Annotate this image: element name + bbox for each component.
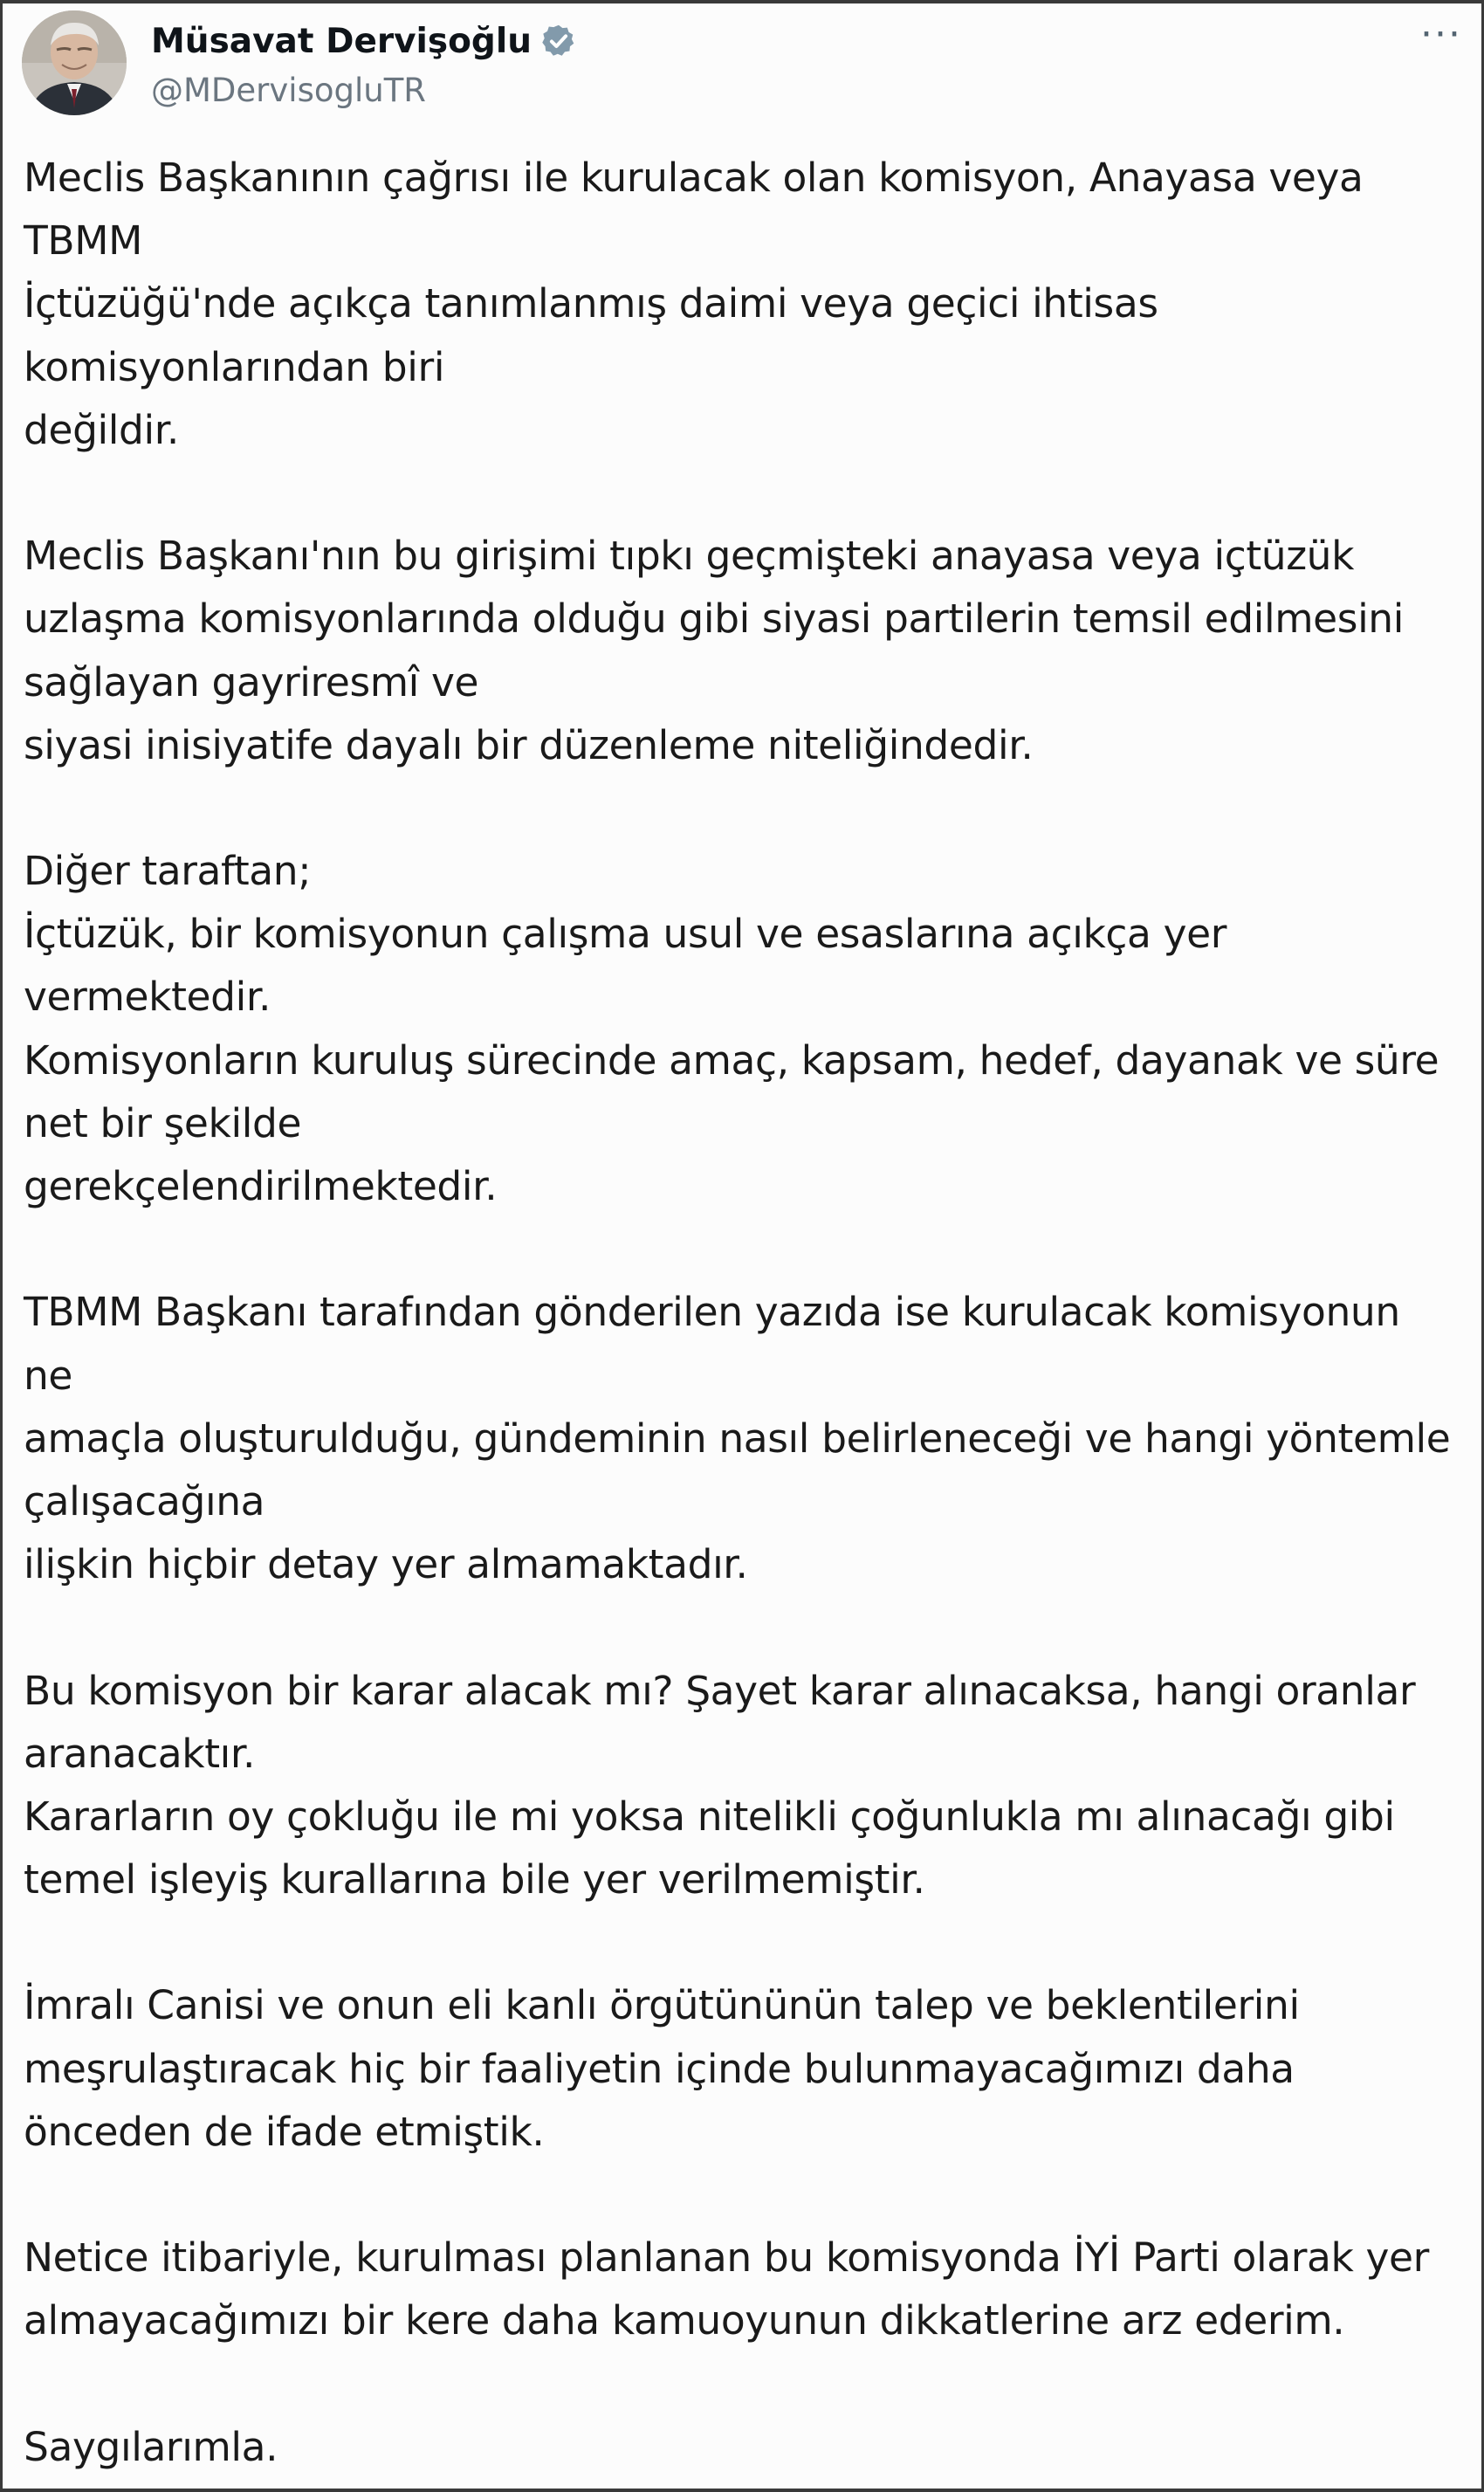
- paragraph-spacer: [24, 1911, 1484, 1974]
- author-handle[interactable]: @MDervisogluTR: [151, 72, 427, 109]
- tweet-text-line: İçtüzüğü'nde açıkça tanımlanmış daimi veya geçici ihtisas: [24, 280, 1158, 327]
- tweet-paragraph: [24, 525, 1484, 777]
- tweet-text-line: Meclis Başkanı'nın bu girişimi tıpkı geçmişteki anayasa veya içtüzük: [24, 533, 1355, 580]
- tweet-text-line: almayacağımızı bir kere daha kamuoyunun dikkatlerine arz ederim.: [24, 2297, 1345, 2344]
- tweet-text-line: önceden de ifade etmiştik.: [24, 2108, 545, 2155]
- tweet-text-line: vermektedir.: [24, 974, 271, 1021]
- paragraph-spacer: [24, 462, 1484, 525]
- tweet-paragraph: [24, 1281, 1484, 1596]
- tweet-text-line: siyasi inisiyatife dayalı bir düzenleme niteliğindedir.: [24, 721, 1034, 768]
- verified-badge-icon: [540, 23, 577, 59]
- tweet-text-line: meşrulaştıracak hiç bir faaliyetin içinde bulunmayacağımızı daha: [24, 2045, 1295, 2092]
- tweet-paragraph: [24, 1660, 1484, 1912]
- tweet-text-line: Kararların oy çokluğu ile mi yoksa nitelikli çoğunlukla mı alınacağı gibi: [24, 1793, 1395, 1840]
- paragraph-spacer: [24, 777, 1484, 840]
- more-icon[interactable]: ···: [1420, 12, 1462, 57]
- author-name-row: [151, 12, 577, 70]
- paragraph-spacer: [24, 2164, 1484, 2227]
- tweet-text-line: TBMM: [24, 217, 142, 265]
- paragraph-spacer: [24, 1596, 1484, 1659]
- avatar-photo-icon: [22, 10, 127, 115]
- tweet-text-line: temel işleyiş kurallarına bile yer verilmemiştir.: [24, 1856, 925, 1903]
- tweet-text-line: Saygılarımla.: [24, 2423, 278, 2470]
- tweet-text-line: İmralı Canisi ve onun eli kanlı örgütününün talep ve beklentilerini: [24, 1982, 1300, 2029]
- paragraph-spacer: [24, 1218, 1484, 1281]
- tweet-text-line: gerekçelendirilmektedir.: [24, 1163, 498, 1209]
- tweet-text-line: Komisyonların kuruluş sürecinde amaç, kapsam, hedef, dayanak ve süre: [24, 1036, 1439, 1084]
- tweet-text-line: İçtüzük, bir komisyonun çalışma usul ve esaslarına açıkça yer: [24, 911, 1227, 958]
- tweet-paragraph: [24, 147, 1484, 462]
- tweet-text-line: çalışacağına: [24, 1477, 265, 1525]
- tweet-text-line: sağlayan gayriresmî ve: [24, 658, 479, 706]
- tweet-paragraph: [24, 2227, 1484, 2352]
- tweet-text-line: komisyonlarından biri: [24, 343, 445, 390]
- tweet-text-line: net bir şekilde: [24, 1099, 302, 1146]
- tweet-text-line: uzlaşma komisyonlarında olduğu gibi siyasi partilerin temsil edilmesini: [24, 595, 1404, 643]
- author-avatar[interactable]: [22, 10, 127, 115]
- tweet-text-line: değildir.: [24, 406, 179, 453]
- paragraph-spacer: [24, 2353, 1484, 2416]
- tweet-paragraph: [24, 2416, 1484, 2479]
- tweet-paragraph: [24, 840, 1484, 1218]
- author-display-name[interactable]: Müsavat Dervişoğlu: [151, 21, 532, 61]
- tweet-text-line: aranacaktır.: [24, 1730, 256, 1777]
- tweet-header: [22, 10, 1471, 115]
- tweet-text-line: ilişkin hiçbir detay yer almamaktadır.: [24, 1541, 748, 1588]
- tweet-text: [24, 147, 1484, 2479]
- tweet-text-line: Netice itibariyle, kurulması planlanan bu komisyonda İYİ Parti olarak yer: [24, 2234, 1429, 2282]
- tweet-text-line: ne: [24, 1352, 73, 1399]
- tweet-paragraph: [24, 1974, 1484, 2164]
- tweet-text-line: TBMM Başkanı tarafından gönderilen yazıda ise kurulacak komisyonun: [24, 1289, 1400, 1336]
- tweet-text-line: amaçla oluşturulduğu, gündeminin nasıl belirleneceği ve hangi yöntemle: [24, 1415, 1451, 1462]
- tweet-text-line: Meclis Başkanının çağrısı ile kurulacak olan komisyon, Anayasa veya: [24, 155, 1364, 201]
- tweet-text-line: Diğer taraftan;: [24, 848, 312, 895]
- tweet-text-line: Bu komisyon bir karar alacak mı? Şayet karar alınacaksa, hangi oranlar: [24, 1667, 1416, 1714]
